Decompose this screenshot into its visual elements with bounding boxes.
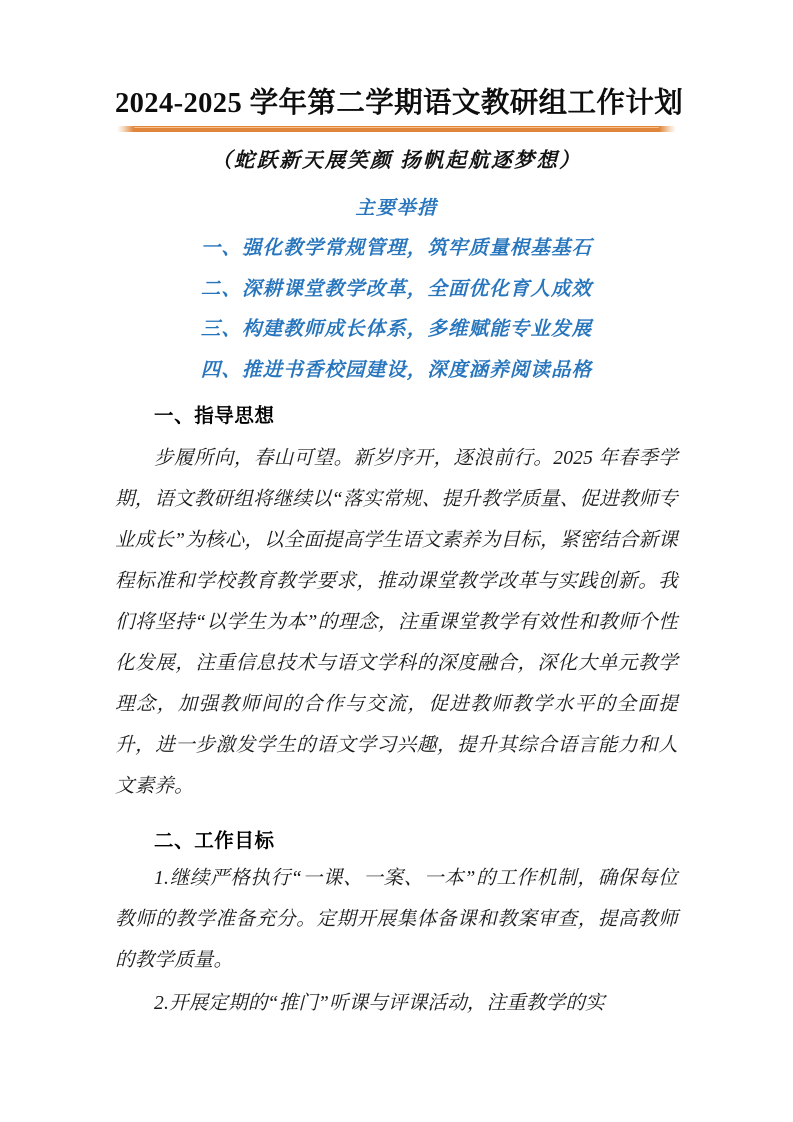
orange-rule bbox=[117, 126, 676, 132]
key-measure-item-3: 三、构建教师成长体系，多维赋能专业发展 bbox=[200, 319, 593, 341]
section-paragraph-guiding-ideology: 步履所向，春山可望。新岁序开，逐浪前行。2025 年春季学期，语文教研组将继续以“落实常规、提升教学质量、促进教师专业成长”为核心，以全面提高学生语文素养为目标，紧密结合新课程标准和学校教育教学要求，推动课堂教学改革与实践创新。我们将坚持“以学生为本”的理念，注重课堂教学有效性和教师个性化发展，注重信息技术与语文学科的深度融合，深化大单元教学理念，加强教师间的合作与交流，促进教师教学水平的全面提升，进一步激发学生的语文学习兴趣，提升其综合语言能力和人文素养。 bbox=[115, 448, 678, 798]
document-subtitle: （蛇跃新天展笑颜 扬帆起航逐梦想） bbox=[211, 149, 582, 172]
section-heading-work-goals: 二、工作目标 bbox=[154, 830, 275, 853]
key-measure-item-2: 二、深耕课堂教学改革，全面优化育人成效 bbox=[200, 278, 593, 300]
work-goal-item-2-clipped: 2.开展定期的“推门”听课与评课活动，注重教学的实 bbox=[154, 993, 605, 1015]
work-goal-item-1: 1.继续严格执行“一课、一案、一本”的工作机制，确保每位教师的教学准备充分。定期开展集体备课和教案审查，提高教师的教学质量。 bbox=[115, 868, 678, 972]
section-heading-guiding-ideology: 一、指导思想 bbox=[154, 404, 275, 427]
title-divider bbox=[115, 125, 678, 134]
key-measure-item-1: 一、强化教学常规管理，筑牢质量根基基石 bbox=[200, 238, 593, 260]
key-measure-item-4: 四、推进书香校园建设，深度涵养阅读品格 bbox=[200, 359, 593, 381]
key-measures-block bbox=[115, 173, 678, 382]
document-title: 2024-2025 学年第二学期语文教研组工作计划 bbox=[115, 88, 684, 119]
key-measures-heading: 主要举措 bbox=[355, 197, 438, 219]
